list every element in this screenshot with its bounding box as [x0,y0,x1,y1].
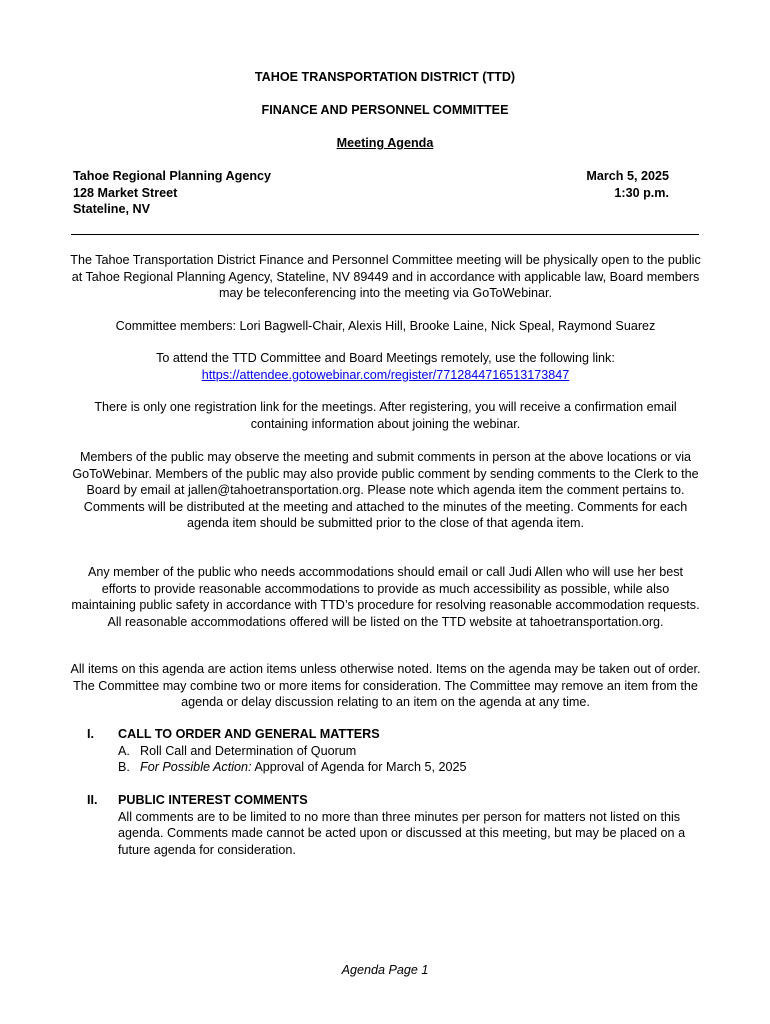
section-numeral: I. [87,727,94,741]
intro-paragraph: The Tahoe Transportation District Finance and Personnel Committee meeting will be physically open to the public at Tahoe Regional Planning Agency, Stateline, NV 89449 and in accordance with applicable law, Board members may be teleconferencing into the meeting via GoToWebinar. [70,253,701,301]
document-title: Meeting Agenda [336,136,434,150]
committee-title: FINANCE AND PERSONNEL COMMITTEE [261,103,509,117]
item-text: Roll Call and Determination of Quorum [140,743,357,758]
organization-title: TAHOE TRANSPORTATION DISTRICT (TTD) [254,70,516,84]
item-letter: B. [118,760,130,775]
remote-attendance [70,350,701,383]
meeting-location [73,168,271,218]
agenda-item-a [118,743,703,760]
location-line-3: Stateline, NV [73,202,150,217]
accommodations-paragraph: Any member of the public who needs accommodations should email or call Judi Allen who will use her best efforts to provide reasonable accommodations to provide as much accessibility as possible, while also maintaining public safety in accordance with TTD’s procedure for resolving reasonable accommodation requests. All reasonable accommodations offered will be listed on the TTD website at tahoetransportation.org. [71,565,700,629]
header-divider [71,234,699,235]
section-text: All comments are to be limited to no more than three minutes per person for matters not listed on this agenda. Comments made cannot be acted upon or discussed at this meeting, but may be placed on a future agenda for consideration. [118,809,686,857]
public-comment-paragraph: Members of the public may observe the meeting and submit comments in person at the above locations or via GoToWebinar. Members of the public may also provide public comment by sending comments to the Clerk to the Board by email at jallen@tahoetransportation.org. Please note which agenda item the comment pertains to. Comments will be distributed at the meeting and attached to the minutes of the meeting. Comments for each agenda item should be submitted prior to the close of that agenda item. [72,450,699,531]
remote-attendance-text: To attend the TTD Committee and Board Meetings remotely, use the following link: [156,351,615,365]
meeting-time: 1:30 p.m. [614,185,669,200]
section-body [118,792,703,858]
agenda-item-b [118,759,703,776]
item-letter: A. [118,743,130,758]
webinar-registration-link[interactable]: https://attendee.gotowebinar.com/register/7712844716513173847 [201,367,570,382]
page-footer: Agenda Page 1 [341,963,429,977]
registration-note: There is only one registration link for the meetings. After registering, you will receive a confirmation email containing information about joining the webinar. [94,400,677,431]
item-text: Approval of Agenda for March 5, 2025 [251,760,467,775]
location-line-2: 128 Market Street [73,185,178,200]
meeting-datetime [586,168,669,201]
section-numeral: II. [87,793,98,807]
section-body [118,726,703,776]
possible-action-label: For Possible Action: [140,760,252,775]
meeting-date: March 5, 2025 [586,169,669,183]
location-line-1: Tahoe Regional Planning Agency [73,169,272,183]
committee-members: Committee members: Lori Bagwell-Chair, Alexis Hill, Brooke Laine, Nick Speal, Raymond Suarez [115,319,656,333]
section-title: PUBLIC INTEREST COMMENTS [118,793,308,807]
section-title: CALL TO ORDER AND GENERAL MATTERS [118,727,380,741]
action-items-paragraph: All items on this agenda are action items unless otherwise noted. Items on the agenda may be taken out of order. The Committee may combine two or more items for consideration. The Committee may remove an item from the agenda or delay discussion relating to an item on the agenda at any time. [70,662,701,710]
